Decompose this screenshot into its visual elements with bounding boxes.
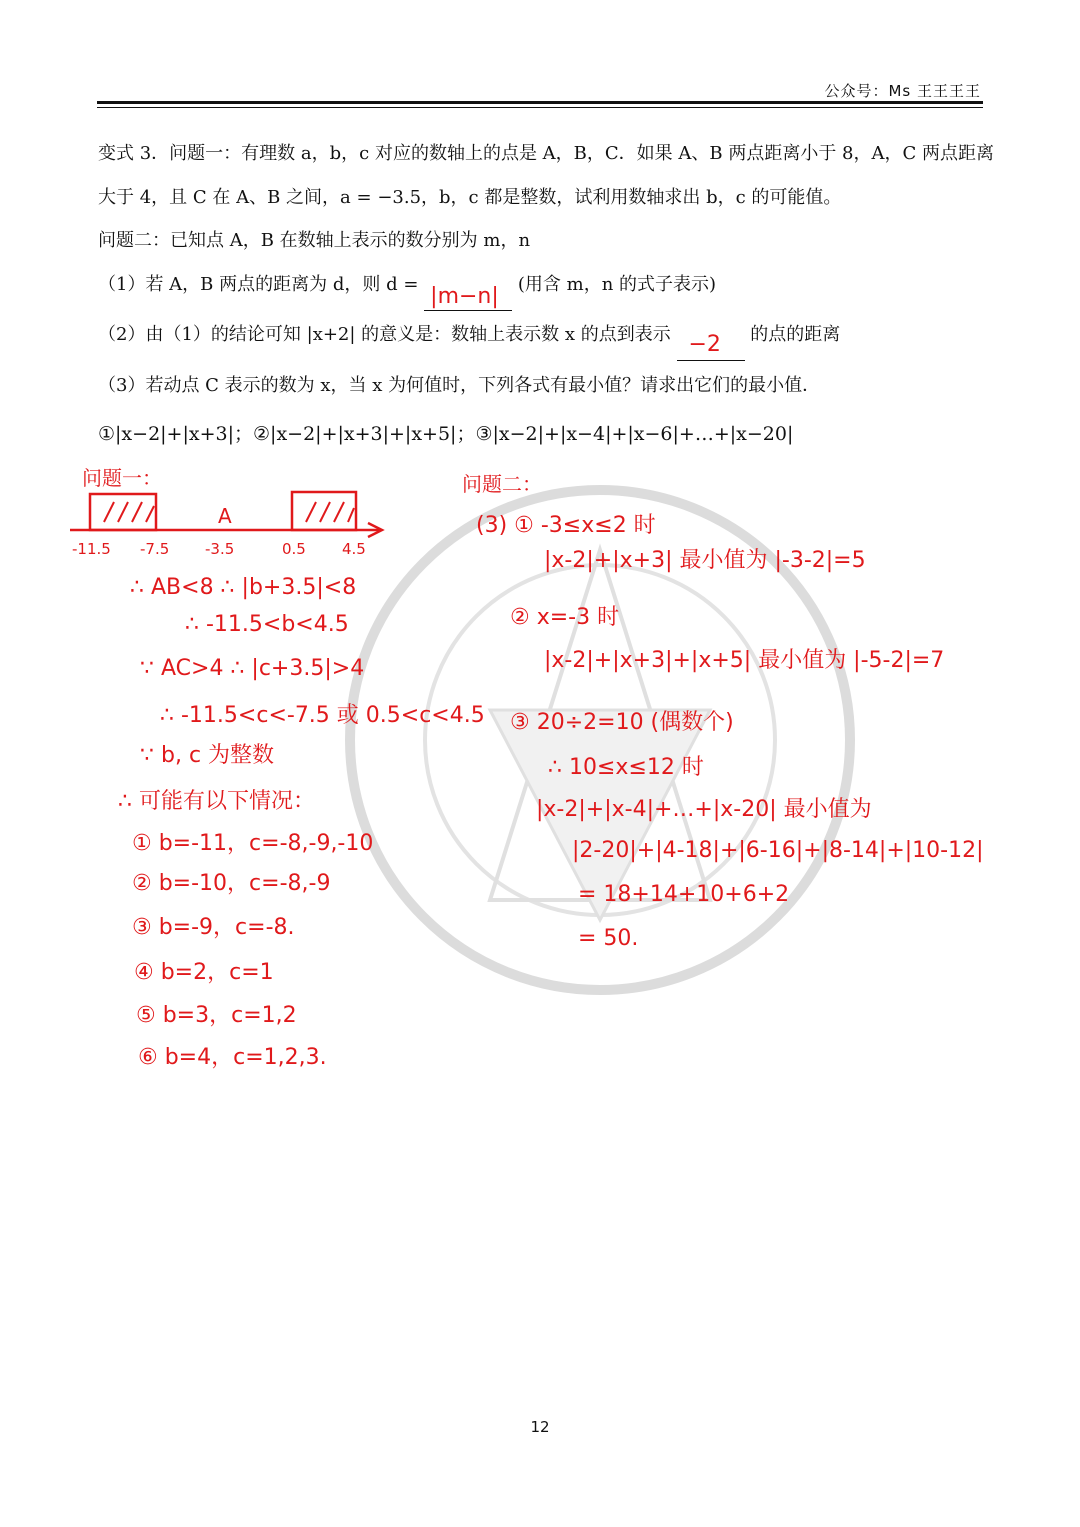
problem-line-3: 问题二：已知点 A，B 在数轴上表示的数分别为 m，n	[98, 230, 531, 251]
page-number: 12	[530, 1418, 550, 1436]
problem-line-1: 变式 3．问题一：有理数 a，b，c 对应的数轴上的点是 A，B，C．如果 A、B 两点距离小于 8，A，C 两点距离	[98, 143, 995, 164]
question-2	[98, 320, 841, 357]
hw-right-line-4: |x-2|+|x+3|+|x+5| 最小值为 |-5-2|=7	[544, 648, 945, 673]
hw-right-heading: 问题二：	[462, 472, 542, 496]
numline-tick-1: -11.5	[72, 540, 111, 558]
hw-left-line-2: ∴ -11.5<b<4.5	[185, 612, 349, 637]
hw-case-6: ⑥ b=4，c=1,2,3.	[138, 1045, 327, 1070]
hw-case-2: ② b=-10，c=-8,-9	[132, 871, 331, 896]
header-rule-thick	[97, 101, 983, 104]
question-3-expressions: ①|x−2|+|x+3|；②|x−2|+|x+3|+|x+5|；③|x−2|+|x−4|+|x−6|+…+|x−20|	[98, 423, 794, 445]
hw-left-heading: 问题一：	[82, 466, 162, 490]
hw-case-5: ⑤ b=3，c=1,2	[136, 1003, 297, 1028]
hw-right-line-1: (3) ① -3≤x≤2 时	[476, 513, 656, 538]
question-1-underline	[424, 310, 512, 311]
header-text: 公众号：Ms 王王王王	[824, 82, 981, 100]
question-3: （3）若动点 C 表示的数为 x，当 x 为何值时，下列各式有最小值？请求出它们的最小值．	[98, 375, 821, 396]
hw-right-line-8: |2-20|+|4-18|+|6-16|+|8-14|+|10-12|	[572, 838, 984, 863]
page-header	[97, 74, 983, 104]
question-2-answer: −2	[688, 332, 721, 357]
numline-tick-5: 4.5	[342, 540, 366, 558]
hw-case-1: ① b=-11，c=-8,-9,-10	[132, 831, 374, 856]
hw-right-line-10: = 50.	[578, 926, 639, 951]
hw-right-line-3: ② x=-3 时	[510, 605, 620, 630]
hw-left-line-4: ∴ -11.5<c<-7.5 或 0.5<c<4.5	[160, 703, 485, 728]
hw-left-line-5: ∵ b, c 为整数	[140, 743, 275, 768]
numline-tick-4: 0.5	[282, 540, 306, 558]
numline-label-A: A	[218, 504, 232, 528]
numline-tick-2: -7.5	[140, 540, 170, 558]
header-rule-thin	[97, 107, 983, 108]
question-2-prefix: （2）由（1）的结论可知 |x+2| 的意义是：数轴上表示数 x 的点到表示	[98, 324, 671, 345]
question-2-underline	[677, 360, 745, 361]
hw-right-line-9: = 18+14+10+6+2	[578, 882, 790, 907]
hw-right-line-7: |x-2|+|x-4|+…+|x-20| 最小值为	[536, 797, 872, 822]
hw-left-line-3: ∵ AC>4 ∴ |c+3.5|>4	[140, 656, 365, 681]
hw-case-3: ③ b=-9，c=-8.	[132, 915, 295, 940]
question-1-suffix: (用含 m，n 的式子表示)	[517, 274, 717, 295]
hw-right-line-2: |x-2|+|x+3| 最小值为 |-3-2|=5	[544, 548, 866, 573]
hw-left-line-6: ∴ 可能有以下情况：	[118, 789, 315, 814]
hw-right-line-5: ③ 20÷2=10 (偶数个)	[510, 710, 734, 735]
problem-line-2: 大于 4，且 C 在 A、B 之间，a = −3.5，b，c 都是整数，试利用数轴求出 b，c 的可能值。	[98, 187, 842, 208]
question-1	[98, 270, 717, 309]
question-2-suffix: 的点的距离	[750, 324, 841, 345]
hw-case-4: ④ b=2，c=1	[134, 960, 274, 985]
hw-left-line-1: ∴ AB<8 ∴ |b+3.5|<8	[130, 575, 357, 600]
numline-tick-3: -3.5	[205, 540, 235, 558]
question-1-prefix: （1）若 A，B 两点的距离为 d，则 d =	[98, 274, 419, 295]
question-1-answer: |m−n|	[430, 284, 499, 309]
hw-right-line-6: ∴ 10≤x≤12 时	[548, 755, 704, 780]
